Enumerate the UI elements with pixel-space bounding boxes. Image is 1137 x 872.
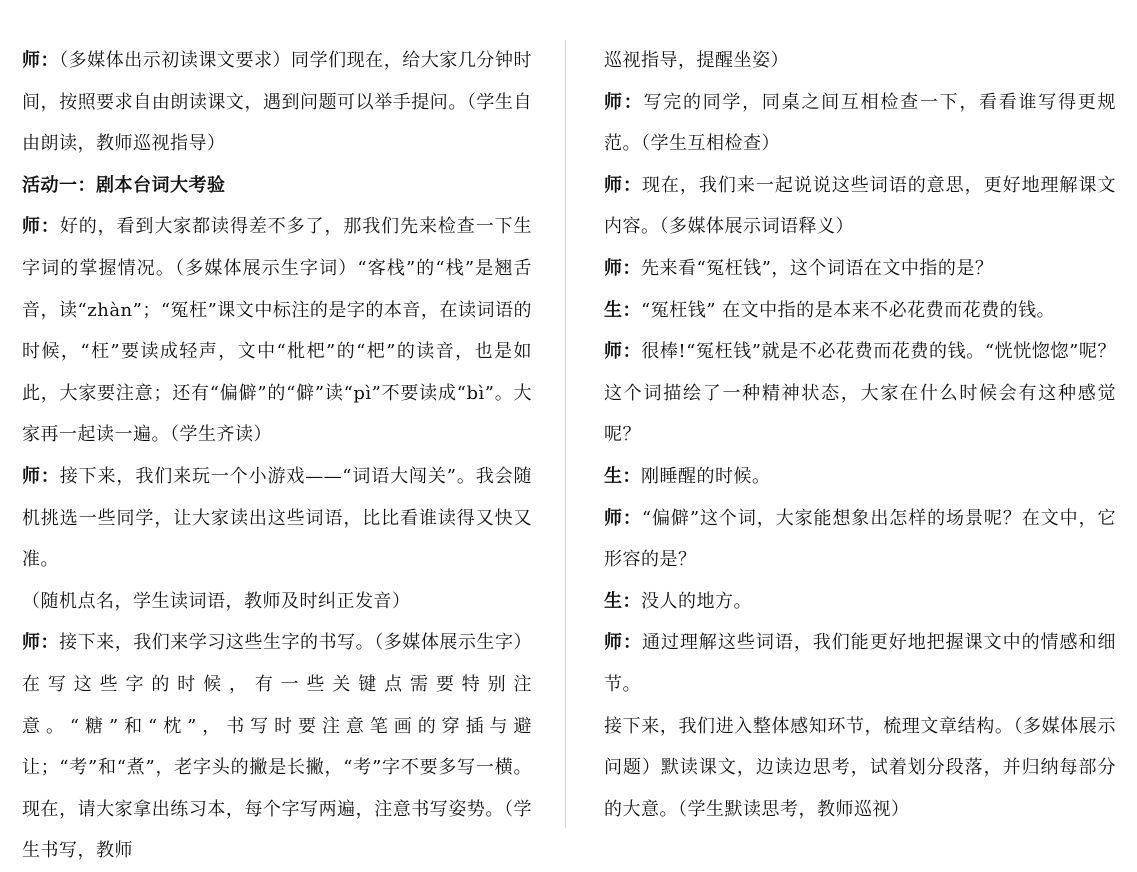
paragraph [604, 581, 1116, 623]
paragraph [604, 290, 1116, 332]
paragraph [22, 456, 532, 581]
paragraph [22, 622, 532, 872]
paragraph [604, 82, 1116, 165]
speaker-label: 师： [22, 216, 60, 238]
paragraph-text: 写完的同学，同桌之间互相检查一下，看看谁写得更规范。（学生互相检查） [604, 91, 1117, 155]
speaker-label: 师： [604, 632, 642, 654]
paragraph-text: 好的，看到大家都读得差不多了，那我们先来检查一下生字词的掌握情况。（多媒体展示生字词）“客栈”的“栈”是翘舌音，读“zhàn”；“冤枉”课文中标注的是字的本音，在读词语的时候，“枉”要读成轻声，文中“枇杷”的“杷”的读音，也是如此，大家要注意；还有“偏僻”的“僻”读“pì”不要读成“bì”。大家再一起读一遍。（学生齐读） [22, 216, 533, 446]
speaker-label: 生： [604, 590, 641, 612]
paragraph [604, 456, 1116, 498]
column-divider [565, 40, 566, 828]
speaker-label: 师： [604, 507, 642, 529]
paragraph [604, 498, 1116, 581]
paragraph [22, 206, 532, 456]
paragraph-text: 刚睡醒的时候。 [641, 465, 771, 487]
paragraph [22, 40, 532, 165]
speaker-label: 师： [22, 465, 60, 487]
paragraph-text: “偏僻”这个词，大家能想象出怎样的场景呢？在文中，它形容的是？ [604, 507, 1116, 571]
paragraph [604, 40, 1116, 82]
left-column [22, 40, 532, 872]
paragraph-text: “冤枉钱” 在文中指的是本来不必花费而花费的钱。 [641, 299, 1056, 321]
speaker-label: 生： [604, 299, 641, 321]
paragraph [604, 706, 1116, 831]
paragraph-text: 很棒!“冤枉钱”就是不必花费而花费的钱。“恍恍惚惚”呢？这个词描绘了一种精神状态，大家在什么时候会有这种感觉呢？ [604, 341, 1117, 446]
speaker-label: 师： [604, 257, 641, 279]
paragraph [22, 581, 532, 623]
paragraph-text: 现在，我们来一起说说这些词语的意思，更好地理解课文内容。（多媒体展示词语释义） [604, 174, 1117, 238]
speaker-label: 生： [604, 465, 641, 487]
paragraph-text: 接下来，我们进入整体感知环节，梳理文章结构。（多媒体展示问题）默读课文，边读边思考，试着划分段落，并归纳每部分的大意。（学生默读思考，教师巡视） [604, 715, 1116, 820]
speaker-label: 师： [604, 174, 642, 196]
section-heading: 活动一：剧本台词大考验 [22, 174, 226, 196]
paragraph-text: 接下来，我们来玩一个小游戏——“词语大闯关”。我会随机挑选一些同学，让大家读出这些词语，比比看谁读得又快又准。 [22, 465, 533, 571]
paragraph-text: 先来看“冤枉钱”，这个词语在文中指的是？ [641, 257, 994, 279]
speaker-label: 师： [604, 341, 642, 363]
paragraph [604, 165, 1116, 248]
paragraph [604, 248, 1116, 290]
paragraph-text: 没人的地方。 [641, 590, 752, 612]
paragraph-text: （多媒体出示初读课文要求）同学们现在，给大家几分钟时间，按照要求自由朗读课文，遇到问题可以举手提问。（学生自由朗读，教师巡视指导） [22, 50, 533, 155]
speaker-label: 师： [22, 632, 60, 654]
paragraph [604, 331, 1116, 456]
right-column [604, 40, 1116, 830]
paragraph-text: （随机点名，学生读词语，教师及时纠正发音） [22, 590, 411, 612]
paragraph [604, 622, 1116, 705]
paragraph-text: 巡视指导，提醒坐姿） [604, 50, 789, 71]
speaker-label: 师： [604, 91, 644, 113]
speaker-label: 师： [22, 50, 60, 71]
paragraph-text: 通过理解这些词语，我们能更好地把握课文中的情感和细节。 [604, 632, 1117, 695]
paragraph-text: 接下来，我们来学习这些生字的书写。（多媒体展示生字）在写这些字的时候，有一些关键点需要特别注意。“糖”和“枕”，书写时要注意笔画的穿插与避让；“考”和“煮”，老字头的撇是长撇，“考”字不要多写一横。现在，请大家拿出练习本，每个字写两遍，注意书写姿势。（学生书写，教师 [22, 632, 533, 862]
